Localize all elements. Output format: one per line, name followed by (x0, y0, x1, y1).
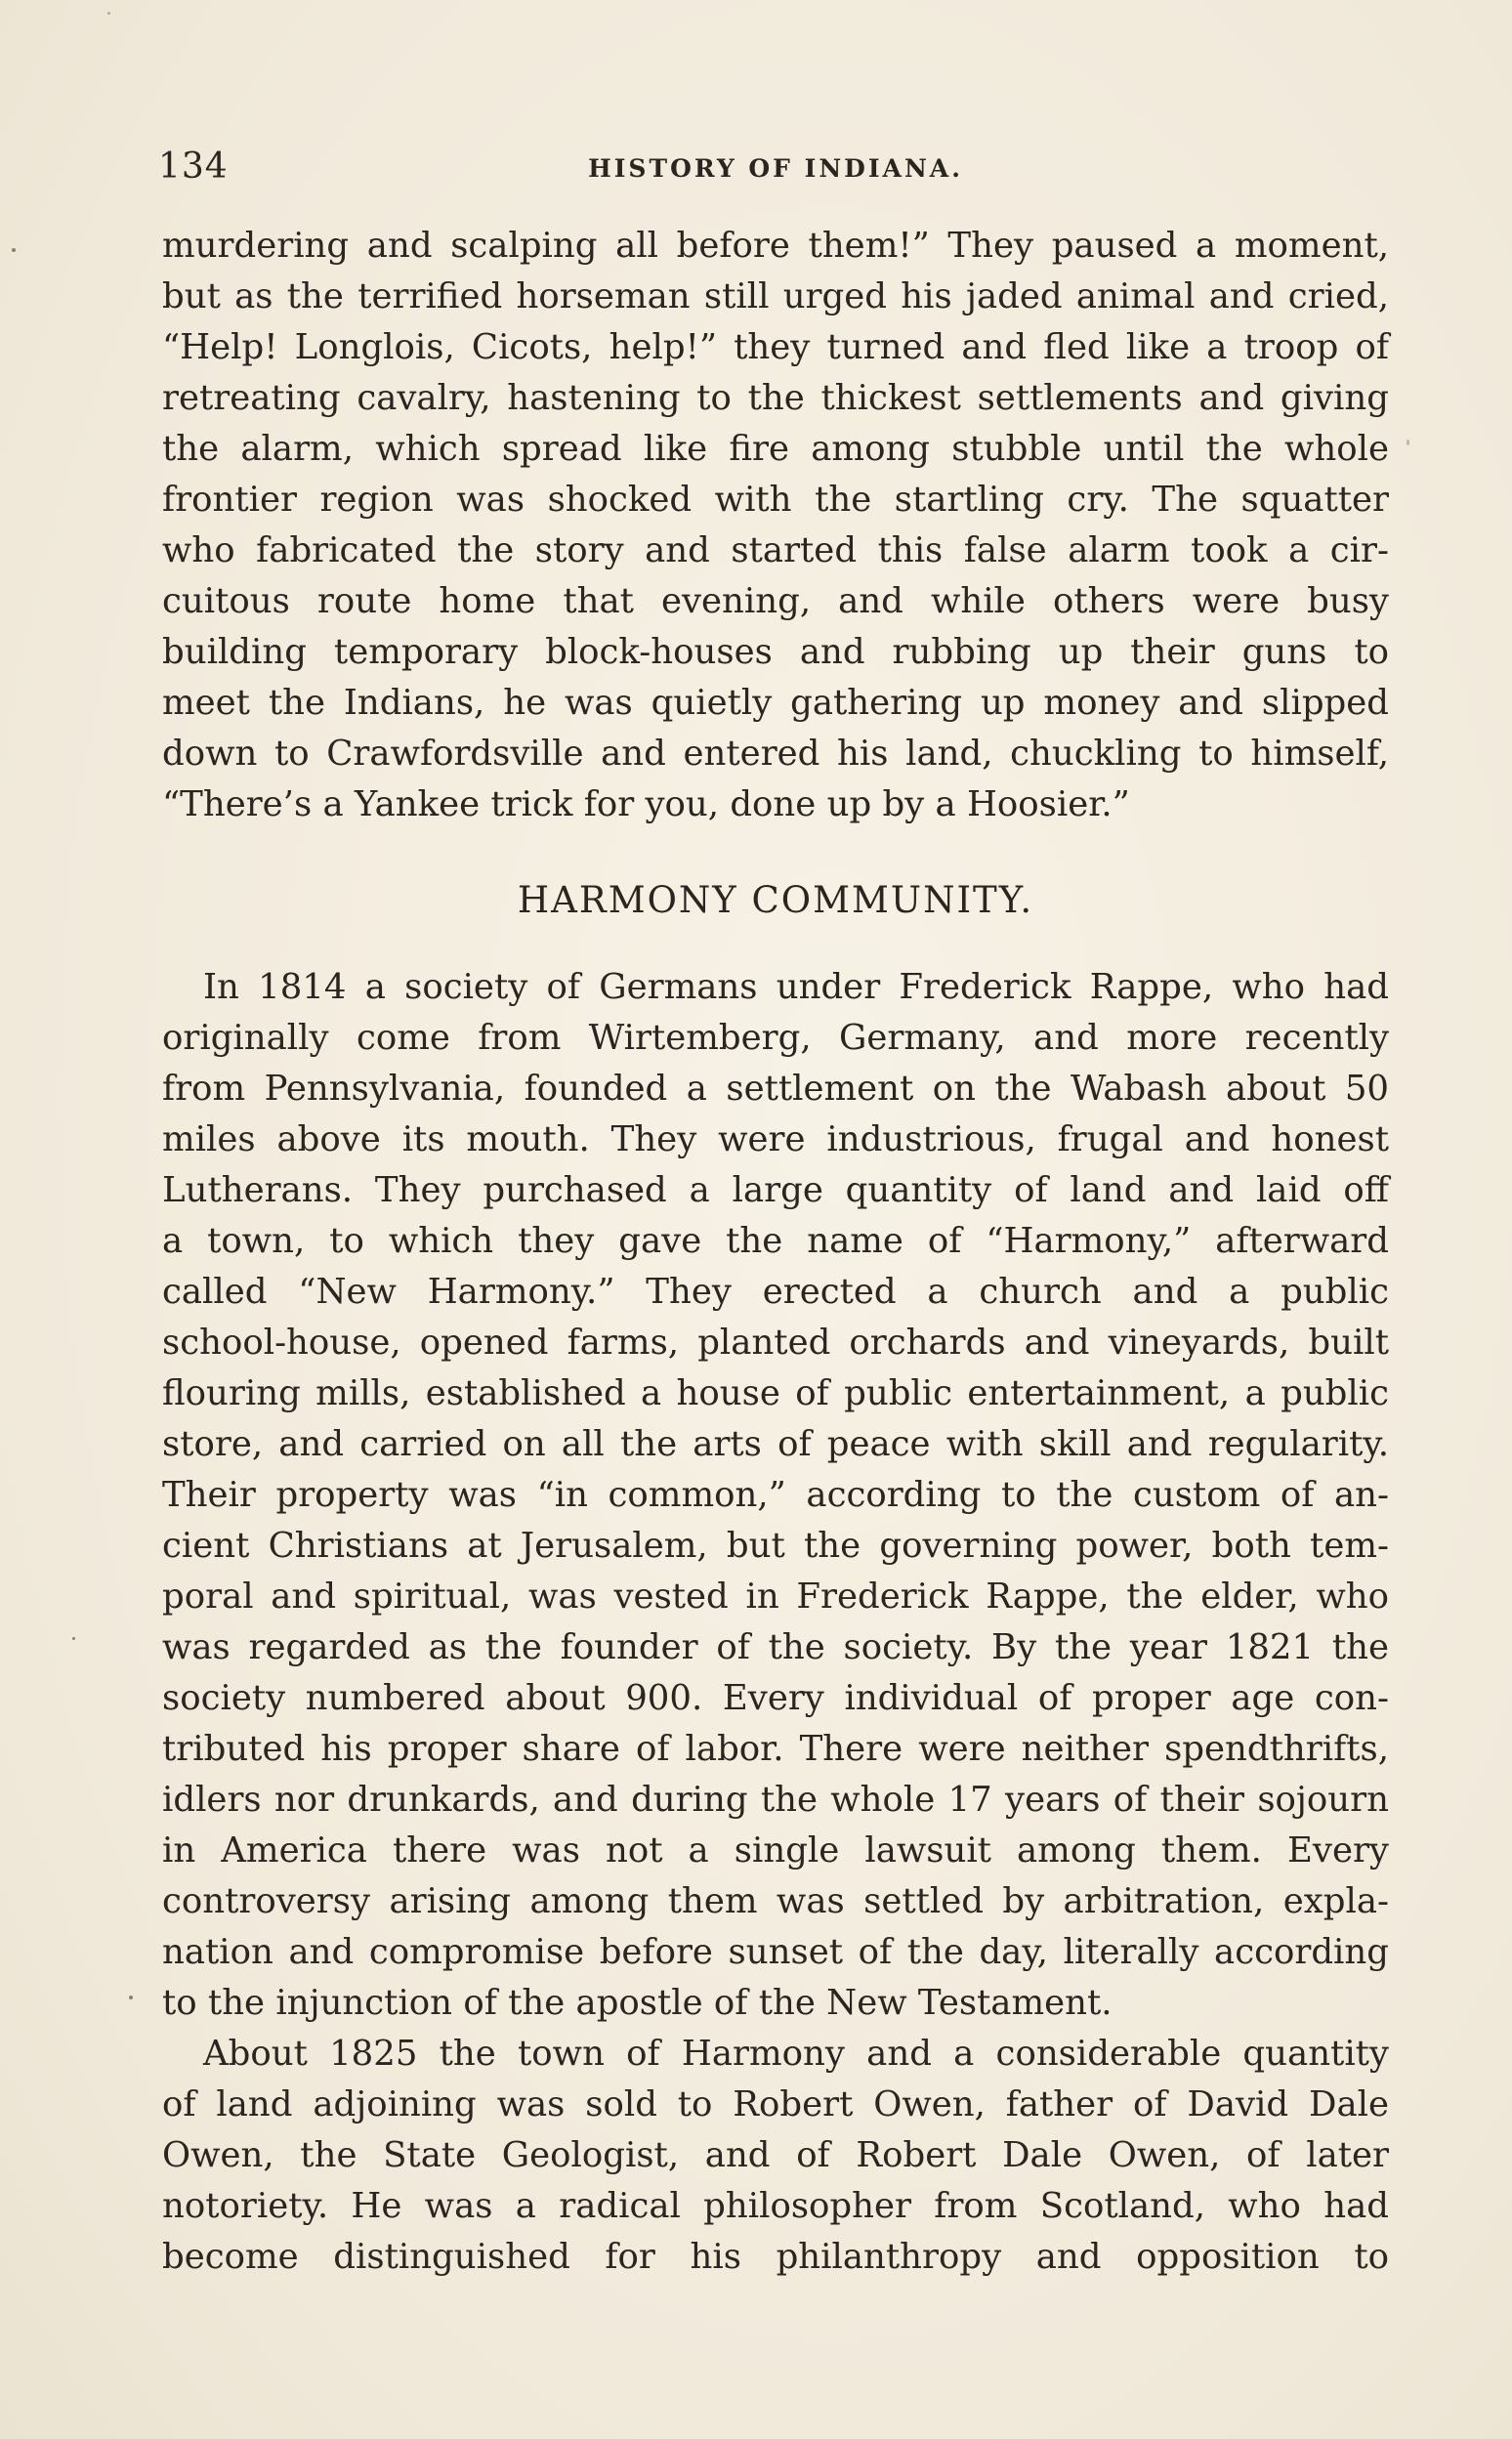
text-line: Lutherans. They purchased a large quantity of land and laid off (162, 1170, 1389, 1210)
text-line: idlers nor drunkards, and during the whole 17 years of their sojourn (162, 1780, 1389, 1820)
text-line: who fabricated the story and started this false alarm took a cir- (162, 530, 1389, 570)
text-line: tributed his proper share of labor. There were neither spendthrifts, (162, 1729, 1389, 1769)
text-line: store, and carried on all the arts of peace with skill and regularity. (162, 1424, 1389, 1464)
paper-speck (129, 1996, 133, 1999)
section-heading: HARMONY COMMUNITY. (517, 879, 1034, 921)
text-line: to the injunction of the apostle of the New Testament. (162, 1983, 1113, 2023)
running-title: HISTORY OF INDIANA. (588, 154, 963, 183)
text-line: About 1825 the town of Harmony and a considerable quantity (203, 2034, 1389, 2074)
paper-speck (12, 248, 16, 252)
text-line: Owen, the State Geologist, and of Robert Dale Owen, of later (162, 2135, 1389, 2175)
text-line: originally come from Wirtemberg, Germany, and more recently (162, 1018, 1389, 1058)
text-line: notoriety. He was a radical philosopher from Scotland, who had (162, 2186, 1389, 2226)
text-line: but as the terrified horseman still urged his jaded animal and cried, (162, 276, 1389, 316)
text-line: cient Christians at Jerusalem, but the governing power, both tem- (162, 1526, 1389, 1566)
text-line: from Pennsylvania, founded a settlement on the Wabash about 50 (162, 1069, 1389, 1109)
text-line: controversy arising among them was settled by arbitration, expla- (162, 1881, 1389, 1921)
text-line: poral and spiritual, was vested in Frederick Rappe, the elder, who (162, 1577, 1389, 1617)
text-line: Their property was “in common,” according to the custom of an- (162, 1475, 1389, 1515)
text-line: murdering and scalping all before them!” They paused a moment, (162, 226, 1389, 266)
text-line: meet the Indians, he was quietly gathering up money and slipped (162, 683, 1389, 723)
text-line: down to Crawfordsville and entered his land, chuckling to himself, (162, 734, 1389, 774)
text-line: was regarded as the founder of the society. By the year 1821 the (162, 1627, 1389, 1667)
text-line: of land adjoining was sold to Robert Owen, father of David Dale (162, 2084, 1389, 2124)
paper-speck (72, 1637, 75, 1640)
text-line: a town, to which they gave the name of “Harmony,” afterward (162, 1221, 1389, 1261)
text-line: society numbered about 900. Every individual of proper age con- (162, 1678, 1389, 1718)
text-line: school-house, opened farms, planted orchards and vineyards, built (162, 1323, 1389, 1363)
paper-speck (107, 12, 110, 15)
text-line: the alarm, which spread like fire among stubble until the whole (162, 429, 1389, 469)
text-line: “Help! Longlois, Cicots, help!” they turned and fled like a troop of (162, 327, 1389, 367)
text-line: called “New Harmony.” They erected a church and a public (162, 1272, 1389, 1312)
page-header (158, 147, 1393, 191)
text-line: “There’s a Yankee trick for you, done up by a Hoosier.” (162, 784, 1130, 824)
text-line: miles above its mouth. They were industrious, frugal and honest (162, 1119, 1389, 1159)
paper-speck (1407, 440, 1409, 445)
text-line: building temporary block-houses and rubbing up their guns to (162, 632, 1389, 672)
text-line: retreating cavalry, hastening to the thickest settlements and giving (162, 378, 1389, 418)
text-line: become distinguished for his philanthropy and opposition to (162, 2237, 1389, 2277)
text-line: flouring mills, established a house of public entertainment, a public (162, 1373, 1389, 1413)
text-line: In 1814 a society of Germans under Frederick Rappe, who had (203, 967, 1389, 1007)
page-number: 134 (158, 147, 229, 187)
text-line: cuitous route home that evening, and while others were busy (162, 581, 1389, 621)
text-line: frontier region was shocked with the startling cry. The squatter (162, 480, 1389, 520)
text-line: nation and compromise before sunset of the day, literally according (162, 1932, 1389, 1972)
text-line: in America there was not a single lawsuit among them. Every (162, 1830, 1389, 1871)
